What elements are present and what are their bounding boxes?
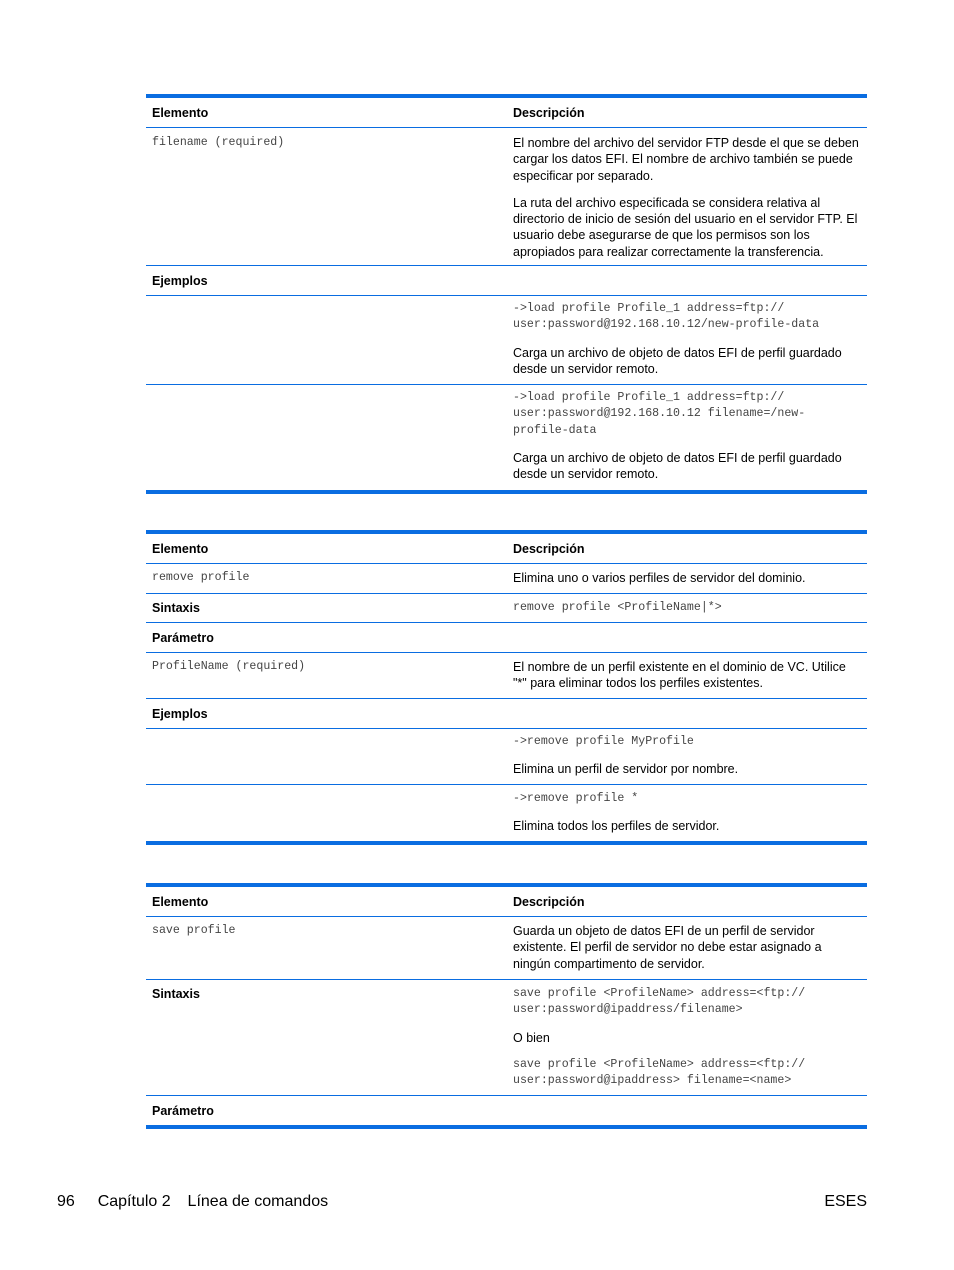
item-name: filename (required) [152,136,285,149]
example-row [146,729,867,785]
ejemplos-label: Ejemplos [152,273,208,288]
table-header-row [146,887,867,917]
table-row [146,564,867,594]
example-code: ->remove profile MyProfile [513,735,694,748]
ejemplos-row [146,266,867,296]
example-row [146,785,867,841]
item-name: remove profile [152,571,250,585]
section-title: Línea de comandos [187,1193,329,1210]
ejemplos-row [146,699,867,729]
example-code: ->remove profile * [513,792,639,805]
item-description: Elimina uno o varios perfiles de servidor del dominio. [513,571,806,586]
footer-locale: ESES [824,1193,867,1210]
table-row [146,128,867,266]
example-description: Elimina todos los perfiles de servidor. [513,819,720,834]
item-name: save profile [152,924,236,937]
example-description: Elimina un perfil de servidor por nombre. [513,762,739,777]
table-header-row [146,98,867,128]
parametro-row [146,1096,867,1125]
sintaxis-row [146,980,867,1096]
parametro-row [146,623,867,653]
table-remove-profile [146,530,867,845]
example-row [146,385,867,490]
page-number: 96 [57,1193,75,1210]
sintaxis-row [146,594,867,623]
sintaxis-code: save profile <ProfileName> address=<ftp:// user:password@ipaddress/filename> [513,987,806,1017]
example-code: ->load profile Profile_1 address=ftp:// user:password@192.168.10.12 filename=/new- profile-data [513,391,806,437]
header-descripcion: Descripción [513,894,585,909]
table-save-profile [146,883,867,1129]
table-row [146,917,867,980]
example-description: Carga un archivo de objeto de datos EFI de perfil guardado desde un servidor remoto. [513,345,842,376]
sintaxis-code-alt: save profile <ProfileName> address=<ftp:// user:password@ipaddress> filename=<name> [513,1057,806,1088]
param-row [146,653,867,699]
table-bottom-rule [146,1125,867,1129]
page-footer-left [57,1192,328,1212]
example-description: Carga un archivo de objeto de datos EFI de perfil guardado desde un servidor remoto. [513,450,842,482]
header-elemento: Elemento [152,541,209,556]
header-elemento: Elemento [152,105,209,120]
sintaxis-label: Sintaxis [152,601,200,615]
item-description-extra: La ruta del archivo especificada se considera relativa al directorio de inicio de sesión del usuario en el servidor FTP. El usuario debe asegurarse de que los permisos son los apropiados para realizar correctamente la transferencia. [513,195,858,259]
header-descripcion: Descripción [513,105,585,120]
param-name: ProfileName (required) [152,660,306,673]
table-header-row [146,534,867,564]
item-description: El nombre del archivo del servidor FTP desde el que se deben cargar los datos EFI. El nombre de archivo también se puede especificar por separado. [513,136,859,183]
parametro-label: Parámetro [152,1103,214,1118]
sintaxis-or: O bien [513,1030,550,1045]
chapter-label: Capítulo 2 [97,1193,171,1210]
sintaxis-label: Sintaxis [152,987,200,1001]
example-row [146,296,867,385]
table-bottom-rule [146,490,867,494]
example-code: ->load profile Profile_1 address=ftp:// user:password@192.168.10.12/new-profile-data [513,302,820,332]
sintaxis-code: remove profile <ProfileName|*> [513,600,722,614]
table-load-profile [146,94,867,494]
header-elemento: Elemento [152,894,209,909]
item-description: Guarda un objeto de datos EFI de un perfil de servidor existente. El perfil de servidor no debe estar asignado a ningún compartimento de servidor. [513,924,822,971]
ejemplos-label: Ejemplos [152,706,208,721]
parametro-label: Parámetro [152,630,214,645]
table-bottom-rule [146,841,867,845]
header-descripcion: Descripción [513,541,585,556]
param-description: El nombre de un perfil existente en el dominio de VC. Utilice "*" para eliminar todos los perfiles existentes. [513,660,846,691]
